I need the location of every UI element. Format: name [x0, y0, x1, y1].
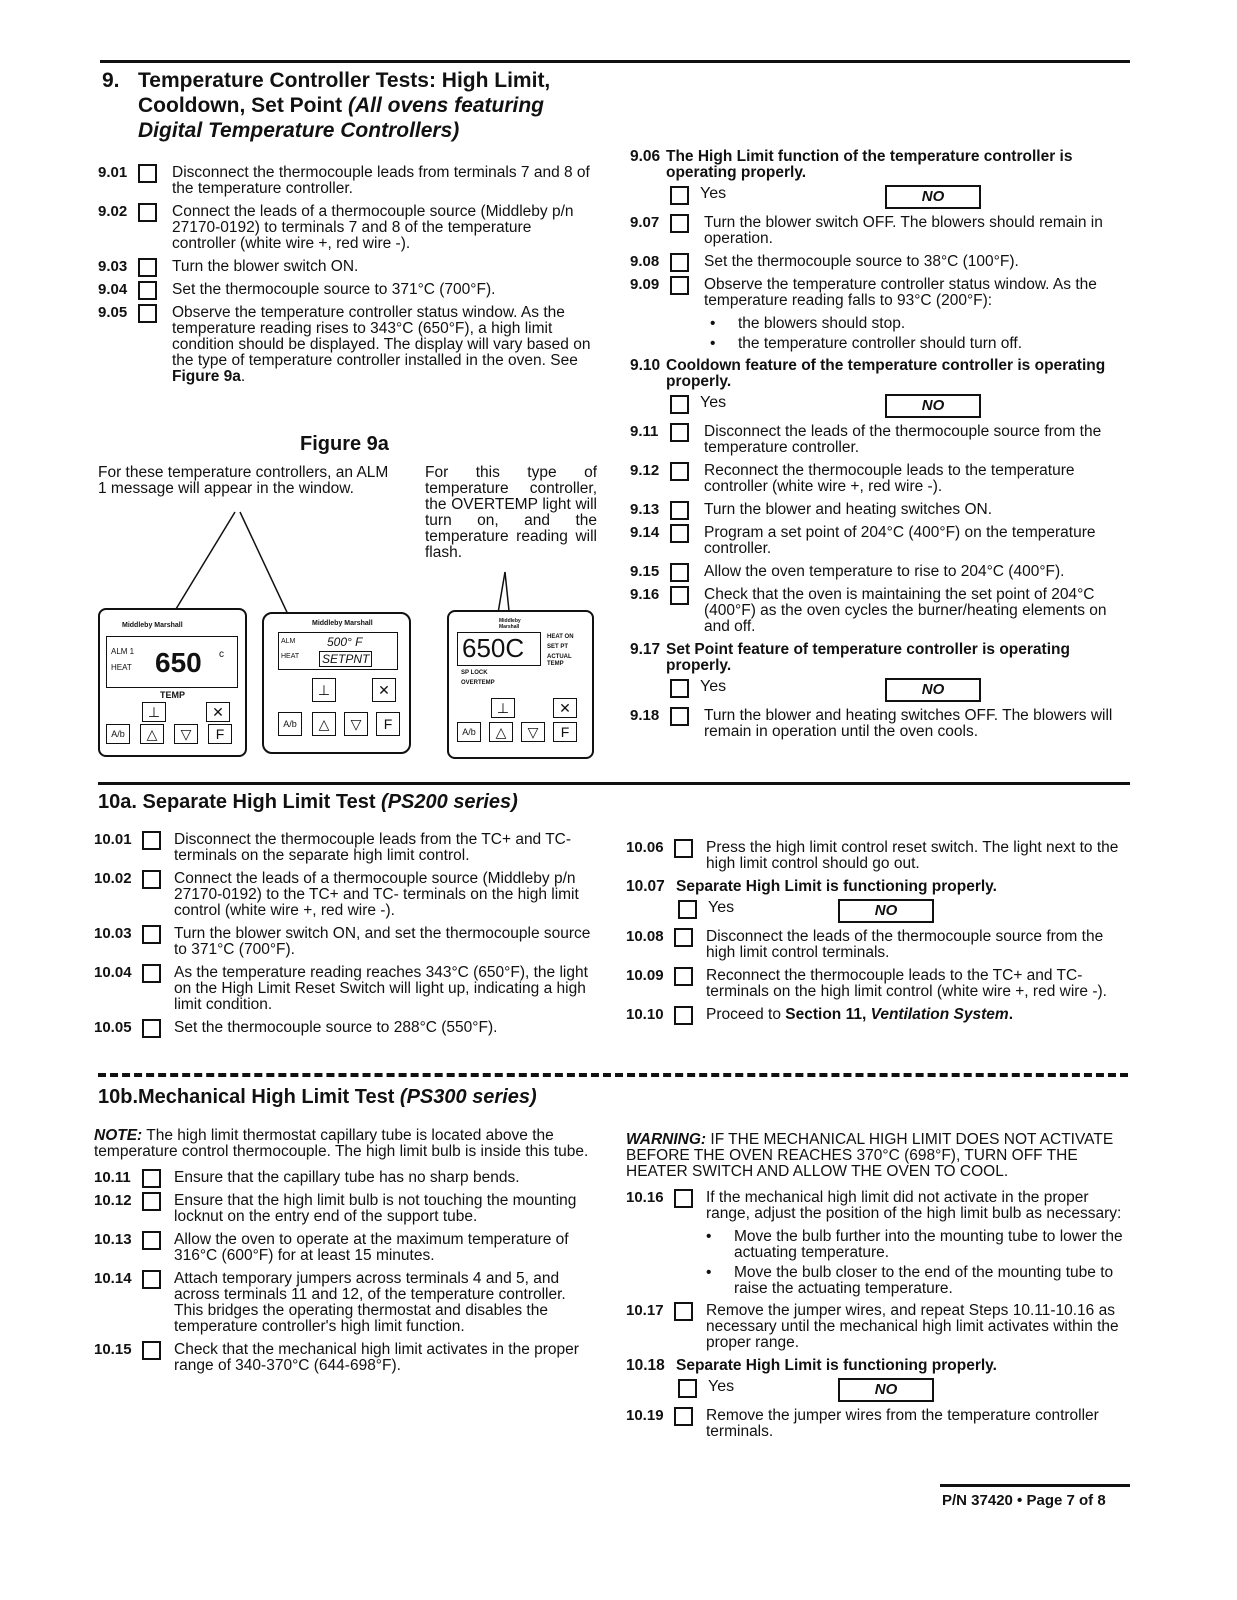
checkbox[interactable] [670, 586, 689, 605]
close-icon[interactable]: ✕ [372, 678, 396, 702]
step-text: Attach temporary jumpers across terminals 4 and 5, and across terminals 11 and 12, of the temperature controller. This bridges the operating thermostat and disables the temperature controller's high limit function. [174, 1270, 566, 1335]
close-icon[interactable]: ✕ [553, 698, 577, 718]
checkbox[interactable] [142, 1192, 161, 1211]
brand-label: Middleby Marshall [122, 622, 183, 629]
step-text: Turn the blower switch ON, and set the thermocouple source to 371°C (700°F). [174, 925, 591, 958]
page-footer: P/N 37420 • Page 7 of 8 [942, 1492, 1106, 1509]
section-10a-heading [98, 790, 518, 814]
up-arrow-icon[interactable]: △ [312, 712, 336, 736]
temperature-value: 650 [155, 647, 202, 678]
step-number: 9.10 [630, 357, 661, 374]
checkbox[interactable] [142, 1231, 161, 1250]
step-text: Ensure that the capillary tube has no sharp bends. [174, 1169, 520, 1186]
no-box[interactable]: NO [838, 899, 934, 923]
step-text: Disconnect the thermocouple leads from the TC+ and TC- terminals on the separate high limit control. [174, 831, 572, 864]
heading-italic: Digital Temperature Controllers) [138, 119, 460, 142]
checkbox[interactable] [142, 870, 161, 889]
controller-3 [447, 610, 594, 759]
step-text: Observe the temperature controller status window. As the temperature reading falls to 93°C (200°F): [704, 276, 1097, 309]
heading-line: Cooldown, Set Point [138, 94, 348, 117]
brand-label: Middleby Marshall [499, 618, 521, 630]
section-10b-left [94, 1128, 594, 1381]
step-number: 10.14 [94, 1270, 132, 1287]
setpoint-value: 500° F [327, 635, 363, 649]
sp-lock-indicator: SP LOCK [461, 670, 488, 676]
set-pt-indicator: SET PT [547, 644, 569, 650]
step-number: 9.18 [630, 707, 660, 724]
up-arrow-icon[interactable]: △ [489, 722, 513, 742]
bullet-item: • the temperature controller should turn off. [630, 336, 1132, 352]
step-number: 9.01 [98, 164, 128, 181]
controller-display [278, 632, 398, 670]
checkbox[interactable] [670, 462, 689, 481]
step-text: Disconnect the leads of the thermocouple source from the high limit control terminals. [706, 928, 1104, 961]
heading-italic: (All ovens featuring [347, 94, 545, 117]
step-number: 9.17 [630, 641, 661, 658]
step-number: 10.08 [626, 928, 664, 945]
step-text: Set the thermocouple source to 288°C (550°F). [174, 1019, 498, 1036]
step-text: Turn the blower switch OFF. The blowers should remain in operation. [704, 214, 1103, 247]
check-text: Cooldown feature of the temperature controller is operating properly. [666, 357, 1106, 390]
alarm-button[interactable]: A/b [278, 712, 302, 736]
section-reference: Section 11, [785, 1006, 871, 1023]
temp-label: TEMP [160, 690, 186, 700]
controller-2 [262, 612, 411, 754]
step-text: Check that the oven is maintaining the set point of 204°C (400°F) as the oven cycles the burner/heating elements on and off. [704, 586, 1107, 635]
checkbox[interactable] [142, 1169, 161, 1188]
enter-icon[interactable]: F [376, 712, 400, 736]
verification-9-10 [630, 358, 1132, 390]
actual-temp-indicator: ACTUAL TEMP [547, 654, 572, 667]
verification-10-07 [626, 879, 1128, 895]
step-text: Allow the oven temperature to rise to 204°C (400°F). [704, 563, 1065, 580]
step-number: 10.04 [94, 964, 132, 981]
alarm-button[interactable]: A/b [457, 722, 481, 742]
step-text-end: . [240, 368, 246, 385]
step-text: Set the thermocouple source to 371°C (700°F). [172, 281, 496, 298]
step-text: Reconnect the thermocouple leads to the TC+ and TC- terminals on the high limit control (white wire +, red wire -). [706, 967, 1107, 1000]
step-number: 10.03 [94, 925, 132, 942]
checkbox[interactable] [670, 276, 689, 295]
step-number: 9.12 [630, 462, 660, 479]
checkbox[interactable] [670, 253, 689, 272]
controller-display [457, 632, 541, 666]
yes-label: Yes [700, 678, 727, 695]
step-number: 9.04 [98, 281, 128, 298]
step-text: Turn the blower and heating switches ON. [704, 501, 993, 518]
note-text: The high limit thermostat capillary tube is located above the temperature control thermocouple. The high limit bulb is inside this tube. [94, 1127, 589, 1160]
verification-10-18 [626, 1358, 1128, 1374]
yes-no-row [670, 185, 1132, 209]
key-icon[interactable]: ⊥ [312, 678, 336, 702]
step-text: Connect the leads of a thermocouple source (Middleby p/n 27170-0192) to the TC+ and TC- terminals on the high limit control (white wire +, red wire -). [174, 870, 579, 919]
warning-label: WARNING: [626, 1131, 707, 1148]
yes-checkbox[interactable] [670, 679, 689, 698]
yes-checkbox[interactable] [678, 1379, 697, 1398]
step-number: 9.05 [98, 304, 128, 321]
heat-label: HEAT [111, 663, 132, 672]
checkbox[interactable] [142, 831, 161, 850]
heading-line: Temperature Controller Tests: High Limit, [138, 69, 551, 92]
step-number: 10.10 [626, 1006, 664, 1023]
checkbox[interactable] [142, 964, 161, 983]
alm-label: ALM [281, 638, 296, 645]
yes-checkbox[interactable] [678, 900, 697, 919]
yes-label: Yes [700, 394, 727, 411]
down-arrow-icon[interactable]: ▽ [174, 724, 198, 744]
section-10a-left-steps [94, 832, 594, 1043]
bullet-item: • Move the bulb closer to the end of the mounting tube to raise the actuating temperature. [626, 1265, 1128, 1297]
step-number: 9.11 [630, 423, 659, 440]
checkbox[interactable] [670, 501, 689, 520]
step-number: 10.12 [94, 1192, 132, 1209]
step-text: Remove the jumper wires from the temperature controller terminals. [706, 1407, 1099, 1440]
no-box[interactable]: NO [838, 1378, 934, 1402]
figure-title: Figure 9a [300, 433, 389, 455]
step-text: Set the thermocouple source to 38°C (100°F). [704, 253, 1019, 270]
step-number: 9.13 [630, 501, 660, 518]
close-icon[interactable]: ✕ [206, 702, 230, 722]
step-text: Press the high limit control reset switch. The light next to the high limit control should go out. [706, 839, 1119, 872]
step-number: 10.16 [626, 1189, 664, 1206]
checkbox[interactable] [674, 1006, 693, 1025]
step-text-end: . [1008, 1006, 1013, 1023]
step-number: 9.15 [630, 563, 660, 580]
step-text: Ensure that the high limit bulb is not touching the mounting locknut on the entry end of the support tube. [174, 1192, 577, 1225]
step-text: Reconnect the thermocouple leads to the temperature controller (white wire +, red wire -). [704, 462, 1075, 495]
step-number: 10.13 [94, 1231, 132, 1248]
section-9-right-steps [630, 143, 1132, 747]
check-text: Separate High Limit is functioning properly. [676, 878, 997, 895]
yes-no-row [670, 678, 1132, 702]
step-number: 10.05 [94, 1019, 132, 1036]
alm-label: ALM 1 [111, 647, 135, 656]
step-number: 10.18 [626, 1357, 665, 1374]
warning-paragraph [626, 1132, 1128, 1180]
yes-label: Yes [700, 185, 727, 202]
checkbox[interactable] [674, 967, 693, 986]
step-number: 9.16 [630, 586, 660, 603]
temperature-value: 650C [462, 633, 525, 663]
yes-label: Yes [708, 1378, 735, 1395]
step-text: Disconnect the leads of the thermocouple source from the temperature controller. [704, 423, 1102, 456]
checkbox[interactable] [142, 1019, 161, 1038]
alarm-button[interactable]: A/b [106, 724, 130, 744]
step-number: 10.01 [94, 831, 132, 848]
yes-no-row [678, 1378, 1128, 1402]
checkbox[interactable] [670, 563, 689, 582]
checkbox[interactable] [142, 925, 161, 944]
no-box[interactable]: NO [885, 678, 981, 702]
checkbox[interactable] [670, 214, 689, 233]
check-text: Set Point feature of temperature controller is operating properly. [666, 641, 1070, 674]
step-text: If the mechanical high limit did not activate in the proper range, adjust the position of the high limit bulb as necessary: [706, 1189, 1122, 1222]
checkbox[interactable] [670, 707, 689, 726]
section-number: 9. [102, 69, 120, 92]
step-number: 9.08 [630, 253, 660, 270]
step-number: 9.14 [630, 524, 660, 541]
step-text: Program a set point of 204°C (400°F) on the temperature controller. [704, 524, 1096, 557]
note-paragraph [94, 1128, 594, 1160]
step-text: As the temperature reading reaches 343°C (650°F), the light on the High Limit Reset Switch will light up, indicating a high limit condition. [174, 964, 588, 1013]
no-box[interactable]: NO [885, 394, 981, 418]
down-arrow-icon[interactable]: ▽ [344, 712, 368, 736]
figure-caption-left: For these temperature controllers, an ALM 1 message will appear in the window. [98, 464, 389, 497]
step-number: 9.06 [630, 148, 661, 165]
checkbox[interactable] [674, 1302, 693, 1321]
step-text: Allow the oven to operate at the maximum temperature of 316°C (600°F) for at least 15 minutes. [174, 1231, 569, 1264]
step-number: 10.07 [626, 878, 665, 895]
checkbox[interactable] [674, 1189, 693, 1208]
step-text: Check that the mechanical high limit activates in the proper range of 340-370°C (644-698°F). [174, 1341, 579, 1374]
step-text: Turn the blower and heating switches OFF. The blowers will remain in operation until the oven cools. [704, 707, 1113, 740]
down-arrow-icon[interactable]: ▽ [521, 722, 545, 742]
key-icon[interactable]: ⊥ [142, 702, 166, 722]
controller-display [106, 636, 238, 688]
warning-text: IF THE MECHANICAL HIGH LIMIT DOES NOT ACTIVATE BEFORE THE OVEN REACHES 370°C (698°F), TURN OFF THE HEATER SWITCH AND ALLOW THE OVEN TO COOL. [626, 1131, 1114, 1180]
enter-icon[interactable]: F [553, 722, 577, 742]
yes-no-row [678, 899, 1128, 923]
verification-9-17 [630, 642, 1132, 674]
step-number: 9.02 [98, 203, 128, 220]
verification-9-06 [630, 149, 1132, 181]
section-rule [98, 782, 1130, 785]
up-arrow-icon[interactable]: △ [140, 724, 164, 744]
heading-italic: (PS300 series) [399, 1086, 537, 1108]
yes-checkbox[interactable] [670, 186, 689, 205]
section-10b-right [626, 1132, 1128, 1447]
heat-on-indicator: HEAT ON [547, 634, 574, 640]
step-text: Turn the blower switch ON. [172, 258, 359, 275]
step-text: Connect the leads of a thermocouple source (Middleby p/n 27170-0192) to terminals 7 and 8 of the temperature controller (white wire +, red wire -). [172, 203, 574, 252]
checkbox[interactable] [670, 423, 689, 442]
step-text: Disconnect the thermocouple leads from terminals 7 and 8 of the temperature controller. [172, 164, 590, 197]
enter-icon[interactable]: F [208, 724, 232, 744]
step-number: 10.02 [94, 870, 132, 887]
figure-caption-right: For this type of temperature controller, the OVERTEMP light will turn on, and the temperature reading will flash. [425, 464, 597, 561]
bullet-item: • Move the bulb further into the mounting tube to lower the actuating temperature. [626, 1229, 1128, 1261]
section-10b-heading [98, 1085, 537, 1109]
setpoint-label: SETPNT [319, 651, 372, 667]
heat-label: HEAT [281, 653, 300, 660]
section-reference-italic: Ventilation System [870, 1006, 1009, 1023]
note-label: NOTE: [94, 1127, 143, 1144]
check-text: The High Limit function of the temperature controller is operating properly. [666, 148, 1073, 181]
unit-label: c [219, 649, 224, 660]
step-number: 10.19 [626, 1407, 664, 1424]
step-text: Observe the temperature controller status window. As the temperature reading rises to 343°C (650°F), a high limit condition should be displayed. The display will vary based on the type of temperature controller installed in the oven. See [172, 304, 591, 369]
step-number: 10.11 [94, 1169, 131, 1186]
key-icon[interactable]: ⊥ [491, 698, 515, 718]
check-text: Separate High Limit is functioning properly. [676, 1357, 997, 1374]
figure-reference: Figure 9a [172, 368, 241, 385]
step-number: 9.09 [630, 276, 660, 293]
yes-checkbox[interactable] [670, 395, 689, 414]
checkbox[interactable] [674, 839, 693, 858]
controller-1 [98, 608, 247, 757]
step-number: 9.03 [98, 258, 128, 275]
brand-label: Middleby Marshall [312, 620, 373, 627]
step-number: 10.06 [626, 839, 664, 856]
checkbox[interactable] [674, 928, 693, 947]
step-number: 10.17 [626, 1302, 664, 1319]
footer-rule [940, 1484, 1130, 1487]
yes-no-row [670, 394, 1132, 418]
step-number: 10.09 [626, 967, 664, 984]
heading-italic: (PS200 series) [381, 791, 518, 813]
checkbox[interactable] [670, 524, 689, 543]
section-10a-right-steps [626, 840, 1128, 1030]
checkbox[interactable] [674, 1407, 693, 1426]
checkbox[interactable] [142, 1270, 161, 1289]
step-text: Remove the jumper wires, and repeat Steps 10.11-10.16 as necessary until the mechanical high limit activates within the proper range. [706, 1302, 1119, 1351]
step-number: 10.15 [94, 1341, 132, 1358]
heading-text: 10a. Separate High Limit Test [98, 791, 382, 813]
yes-label: Yes [708, 899, 735, 916]
checkbox[interactable] [142, 1341, 161, 1360]
bullet-item: • the blowers should stop. [630, 316, 1132, 332]
step-text: Proceed to [706, 1006, 786, 1023]
no-box[interactable]: NO [885, 185, 981, 209]
dashed-divider [98, 1073, 1128, 1077]
overtemp-indicator: OVERTEMP [461, 680, 495, 686]
step-number: 9.07 [630, 214, 660, 231]
heading-text: 10b.Mechanical High Limit Test [98, 1086, 400, 1108]
